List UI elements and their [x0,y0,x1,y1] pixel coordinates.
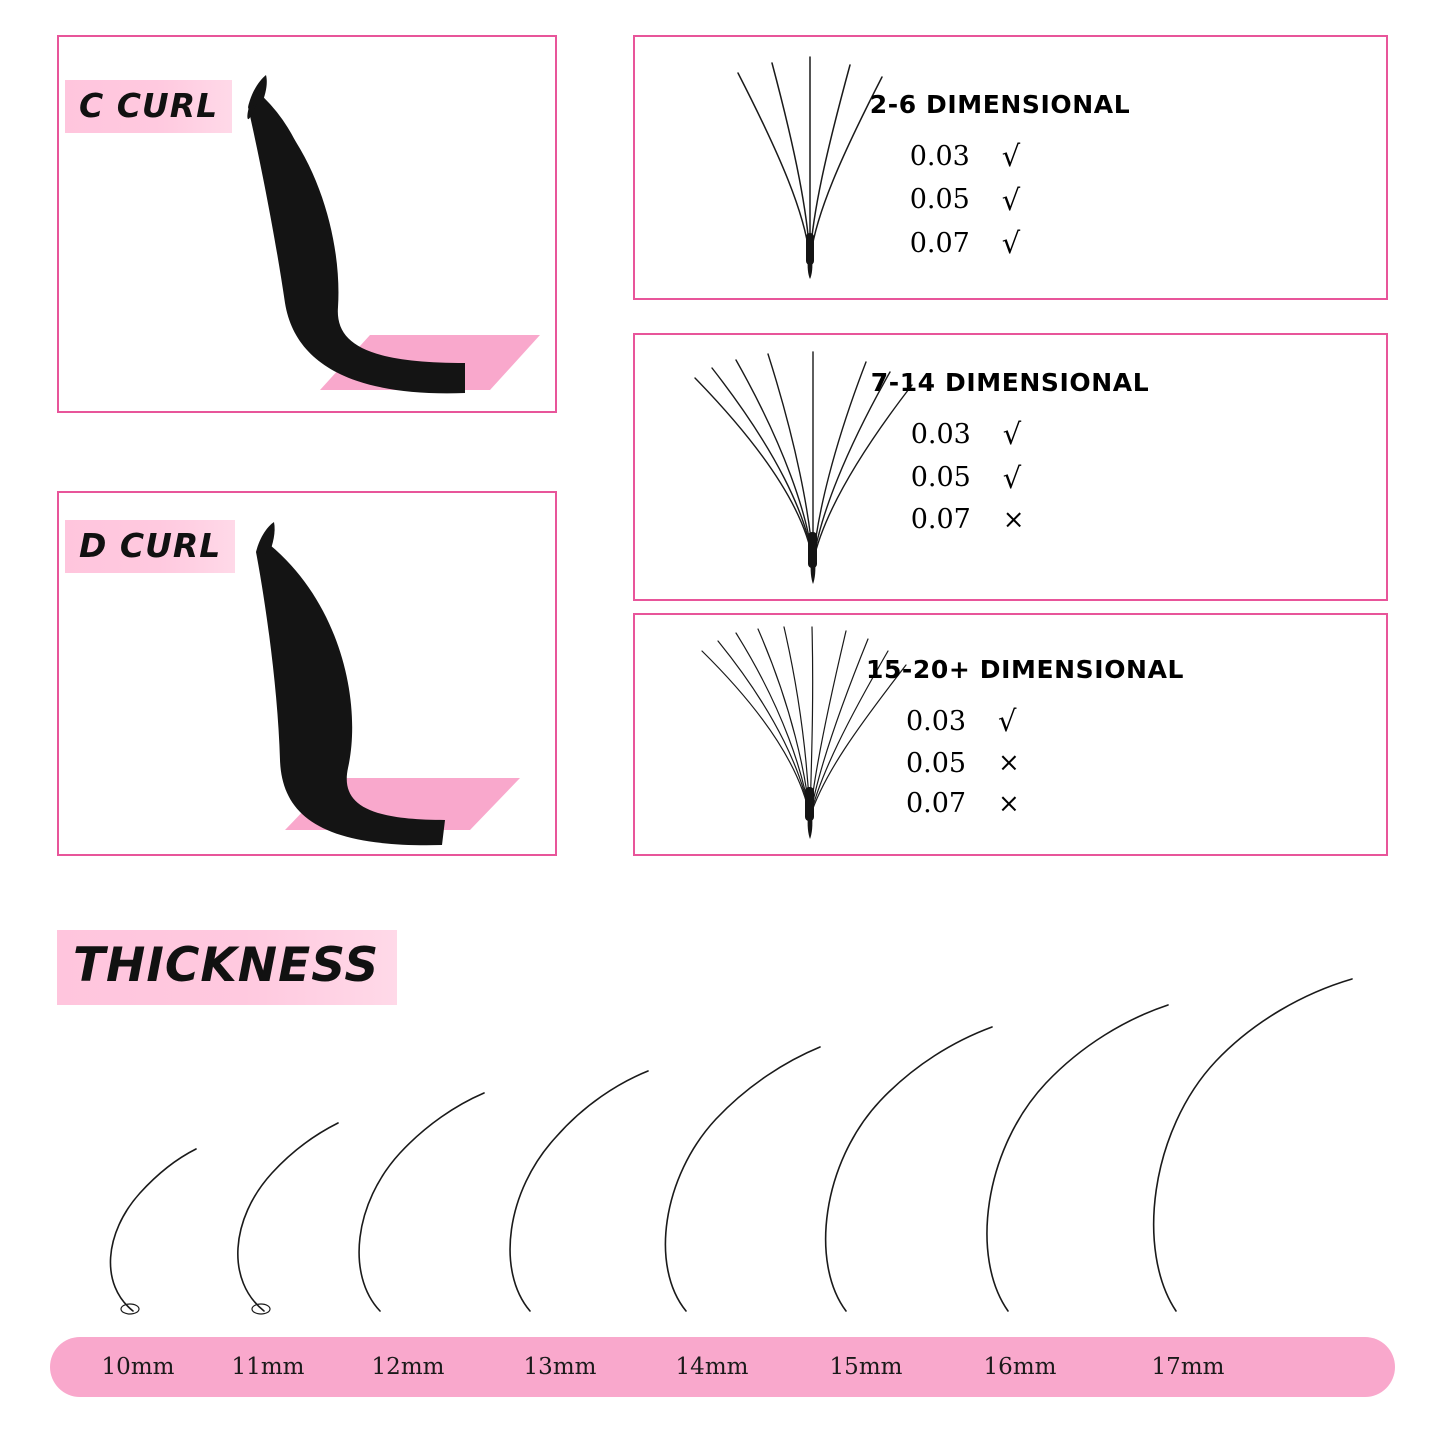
thickness-row [911,413,1150,457]
thickness-value: 0.03 [905,705,967,737]
support-mark: × [997,748,1020,779]
thickness-value: 0.05 [905,747,967,779]
thickness-value: 0.03 [910,418,971,450]
lash-13mm-icon [492,1057,662,1320]
thickness-row [906,700,1184,744]
thickness-value: 0.03 [909,140,970,172]
c-curl-label: C CURL [65,80,232,133]
dimensional-title: 2-6 DIMENSIONAL [869,90,1131,119]
support-mark: √ [1001,139,1021,173]
thickness-value: 0.05 [909,184,970,215]
support-mark: √ [1002,417,1022,451]
size-label-11mm: 11mm [231,1354,305,1380]
thickness-row [911,500,1150,541]
lash-size-bar [50,1337,1395,1397]
dimensional-info-2-6 [870,90,1131,266]
support-mark: × [997,788,1020,819]
thickness-row [906,784,1184,825]
thickness-row [911,457,1150,501]
thickness-row [910,135,1131,179]
thickness-value: 0.07 [910,504,971,535]
support-mark: √ [1002,460,1022,495]
lash-12mm-icon [338,1075,498,1320]
lash-10mm-icon [78,1115,218,1320]
size-label-15mm: 15mm [829,1354,903,1380]
thickness-value: 0.07 [905,788,967,819]
dimensional-title: 7-14 DIMENSIONAL [870,368,1150,397]
size-label-16mm: 16mm [983,1354,1057,1380]
d-curl-label: D CURL [65,520,235,573]
thickness-label: THICKNESS [57,930,397,1005]
size-label-12mm: 12mm [371,1354,445,1380]
support-mark: √ [997,704,1017,738]
lash-14mm-icon [650,1037,835,1320]
dimensional-title: 15-20+ DIMENSIONAL [865,655,1185,684]
size-label-17mm: 17mm [1151,1354,1225,1380]
support-mark: √ [1001,226,1021,260]
lash-11mm-icon [208,1095,358,1320]
size-label-10mm: 10mm [101,1354,175,1380]
support-mark: √ [1001,182,1021,217]
thickness-lash-row [50,975,1395,1320]
size-label-14mm: 14mm [675,1354,749,1380]
lash-17mm-icon [1142,975,1367,1320]
dimensional-info-15-20 [866,655,1184,825]
thickness-row [910,179,1131,223]
thickness-row [906,744,1184,785]
support-mark: × [1002,504,1025,535]
thickness-value: 0.05 [910,462,971,493]
thickness-row [910,222,1131,266]
size-label-13mm: 13mm [523,1354,597,1380]
dimensional-info-7-14 [871,368,1150,541]
thickness-value: 0.07 [909,227,970,259]
